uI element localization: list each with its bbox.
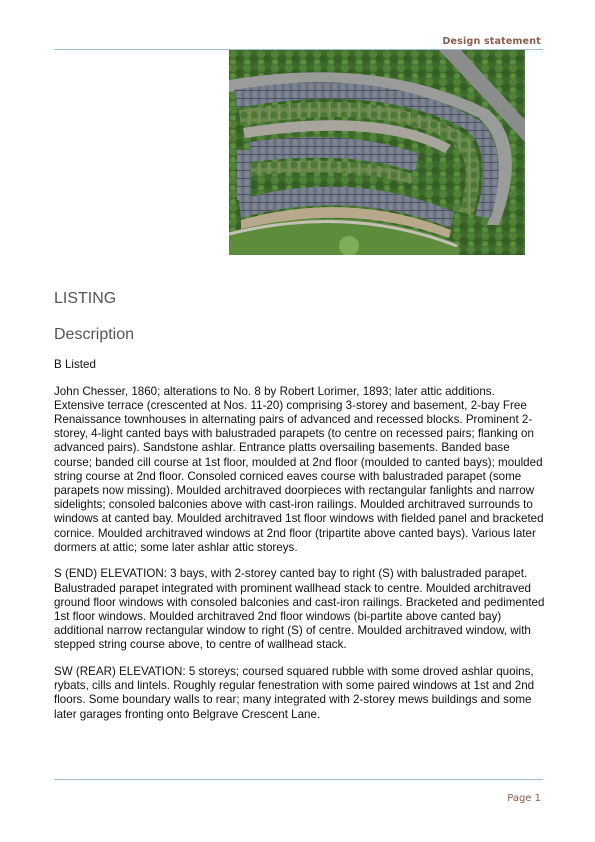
rear-elevation-paragraph: SW (REAR) ELEVATION: 5 storeys; coursed squared rubble with some droved ashlar quoins, rybats, cills and lintels. Roughly regular fenestration with some paired windows at 1st and 2nd floors. Some boundary walls to rear; many integrated with 2-storey mews buildings and some later garages fronting onto Belgrave Crescent Lane. (54, 665, 535, 721)
page-number: Page 1 (507, 793, 541, 804)
section-heading: LISTING (54, 290, 117, 307)
footer-divider (54, 779, 543, 780)
description-paragraph: John Chesser, 1860; alterations to No. 8 by Robert Lorimer, 1893; later attic additions. Extensive terrace (crescented at Nos. 11-20) comprising 3-storey and basement, 2-bay Free Renaissance townhouses in alternating pairs of advanced and recessed blocks. Prominent 2-storey, 4-light canted bays with balustraded parapets (to centre on recessed pairs; flanking on advanced pairs). Sandstone ashlar. Entrance platts oversailing basements. Banded base course; banded cill course at 1st floor, moulded at 2nd floor (moulded to canted bays); moulded string course at 2nd floor. Consoled corniced eaves course with balustraded parapet (some parapets now missing). Moulded architraved doorpieces with rectangular fanlights and narrow sidelights; consoled balconies above with cast-iron railings. Moulded architraved surrounds to windows at canted bay. Moulded architraved 1st floor windows with fielded panel and bracketed cornice. Moulded architraved windows at 2nd floor (tripartite above canted bays). Various later dormers at attic; some later ashlar attic storeys. (54, 384, 544, 554)
listing-category: B Listed (54, 358, 96, 371)
section-subheading: Description (54, 326, 135, 343)
document-header-title: Design statement (442, 36, 541, 47)
aerial-photo (229, 50, 525, 255)
description-body (54, 358, 546, 734)
south-elevation-paragraph: S (END) ELEVATION: 3 bays, with 2-storey canted bay to right (S) with balustraded parapet. Balustraded parapet integrated with prominent wallhead stack to centre. Moulded architraved ground floor windows with consoled balconies and cast-iron railings. Bracketed and pedimented 1st floor windows. Moulded architraved 2nd floor windows (bi-partite above canted bay) additional narrow rectangular window to right (S) of centre. Moulded architraved window, with stepped string course above, to centre of wallhead stack. (54, 567, 545, 652)
